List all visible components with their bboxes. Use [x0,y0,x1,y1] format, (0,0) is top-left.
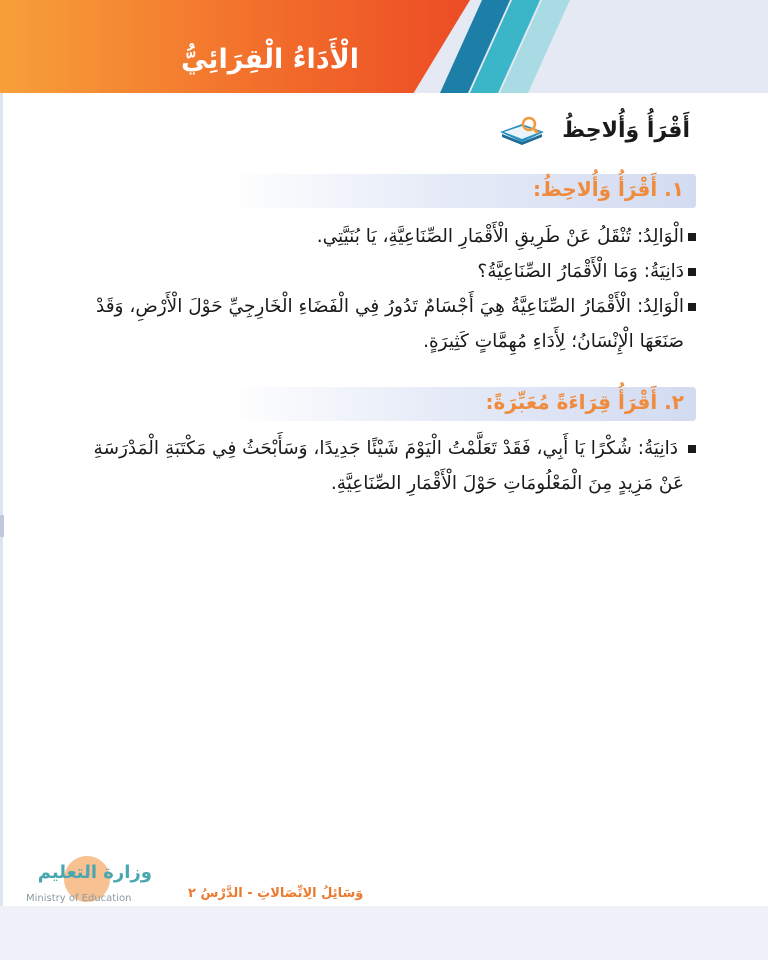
book-magnifier-icon [498,114,546,146]
dialogue-line [76,434,696,464]
dialogue-line [76,257,696,287]
read-observe-heading [498,110,690,150]
bullet-square-icon [688,233,696,241]
dialogue-line [76,292,696,322]
dialogue-continuation [76,469,696,499]
section-2-dialogue [76,434,696,504]
section-1-bar [226,174,696,208]
dialogue-text: الْوَالِدُ: الْأَقْمَارُ الصِّنَاعِيَّةُ هِيَ أَجْسَامٌ تَدُورُ فِي الْفَضَاءِ الْخَارِجِيِّ حَوْلَ الْأَرْضِ، وَقَدْ [96,296,684,317]
page-title: الْأَدَاءُ الْقِرَائِيُّ [180,44,359,75]
bullet-square-icon [688,268,696,276]
section-1-dialogue [76,222,696,362]
margin-tick [0,515,4,537]
header-banner [0,0,768,93]
dialogue-text: دَانِيَةُ: وَمَا الْأَقْمَارُ الصِّنَاعِيَّةُ؟ [477,261,684,282]
ministry-logo [26,858,156,906]
bullet-square-icon [688,445,696,453]
dialogue-continuation [76,327,696,357]
unit-lesson-label: وَسَائِلُ الِاتِّصَالاتِ - الدَّرْسُ ٢ [188,886,364,901]
bullet-square-icon [688,303,696,311]
read-observe-label: أَقْرَأُ وَأُلاحِظُ [562,117,690,143]
dialogue-text: الْوَالِدُ: تُنْقَلُ عَنْ طَرِيقِ الْأَقْمَارِ الصِّنَاعِيَّةِ، يَا بُنَيَّتِي. [316,226,684,247]
section-1-title: ١. أَقْرَأُ وَأُلاحِظُ: [533,177,684,201]
logo-english-text: Ministry of Education [26,893,132,904]
section-2-title: ٢. أَقْرَأُ قِرَاءَةً مُعَبِّرَةً: [485,390,684,414]
dialogue-line [76,222,696,252]
footer-band [0,906,768,960]
dialogue-text: عَنْ مَزِيدٍ مِنَ الْمَعْلُومَاتِ حَوْلَ الْأَقْمَارِ الصِّنَاعِيَّةِ. [330,473,684,494]
logo-arabic-text: وزارة التعليم [37,862,152,883]
dialogue-text: صَنَعَهَا الْإِنْسَانُ؛ لِأَدَاءِ مُهِمَّاتٍ كَثِيرَةٍ. [423,331,684,352]
section-2-bar [226,387,696,421]
dialogue-text: دَانِيَةُ: شُكْرًا يَا أَبِي، فَقَدْ تَعَلَّمْتُ الْيَوْمَ شَيْئًا جَدِيدًا، وَسَأَبْحَثُ فِي مَكْتَبَةِ الْمَدْرَسَةِ [93,438,678,459]
